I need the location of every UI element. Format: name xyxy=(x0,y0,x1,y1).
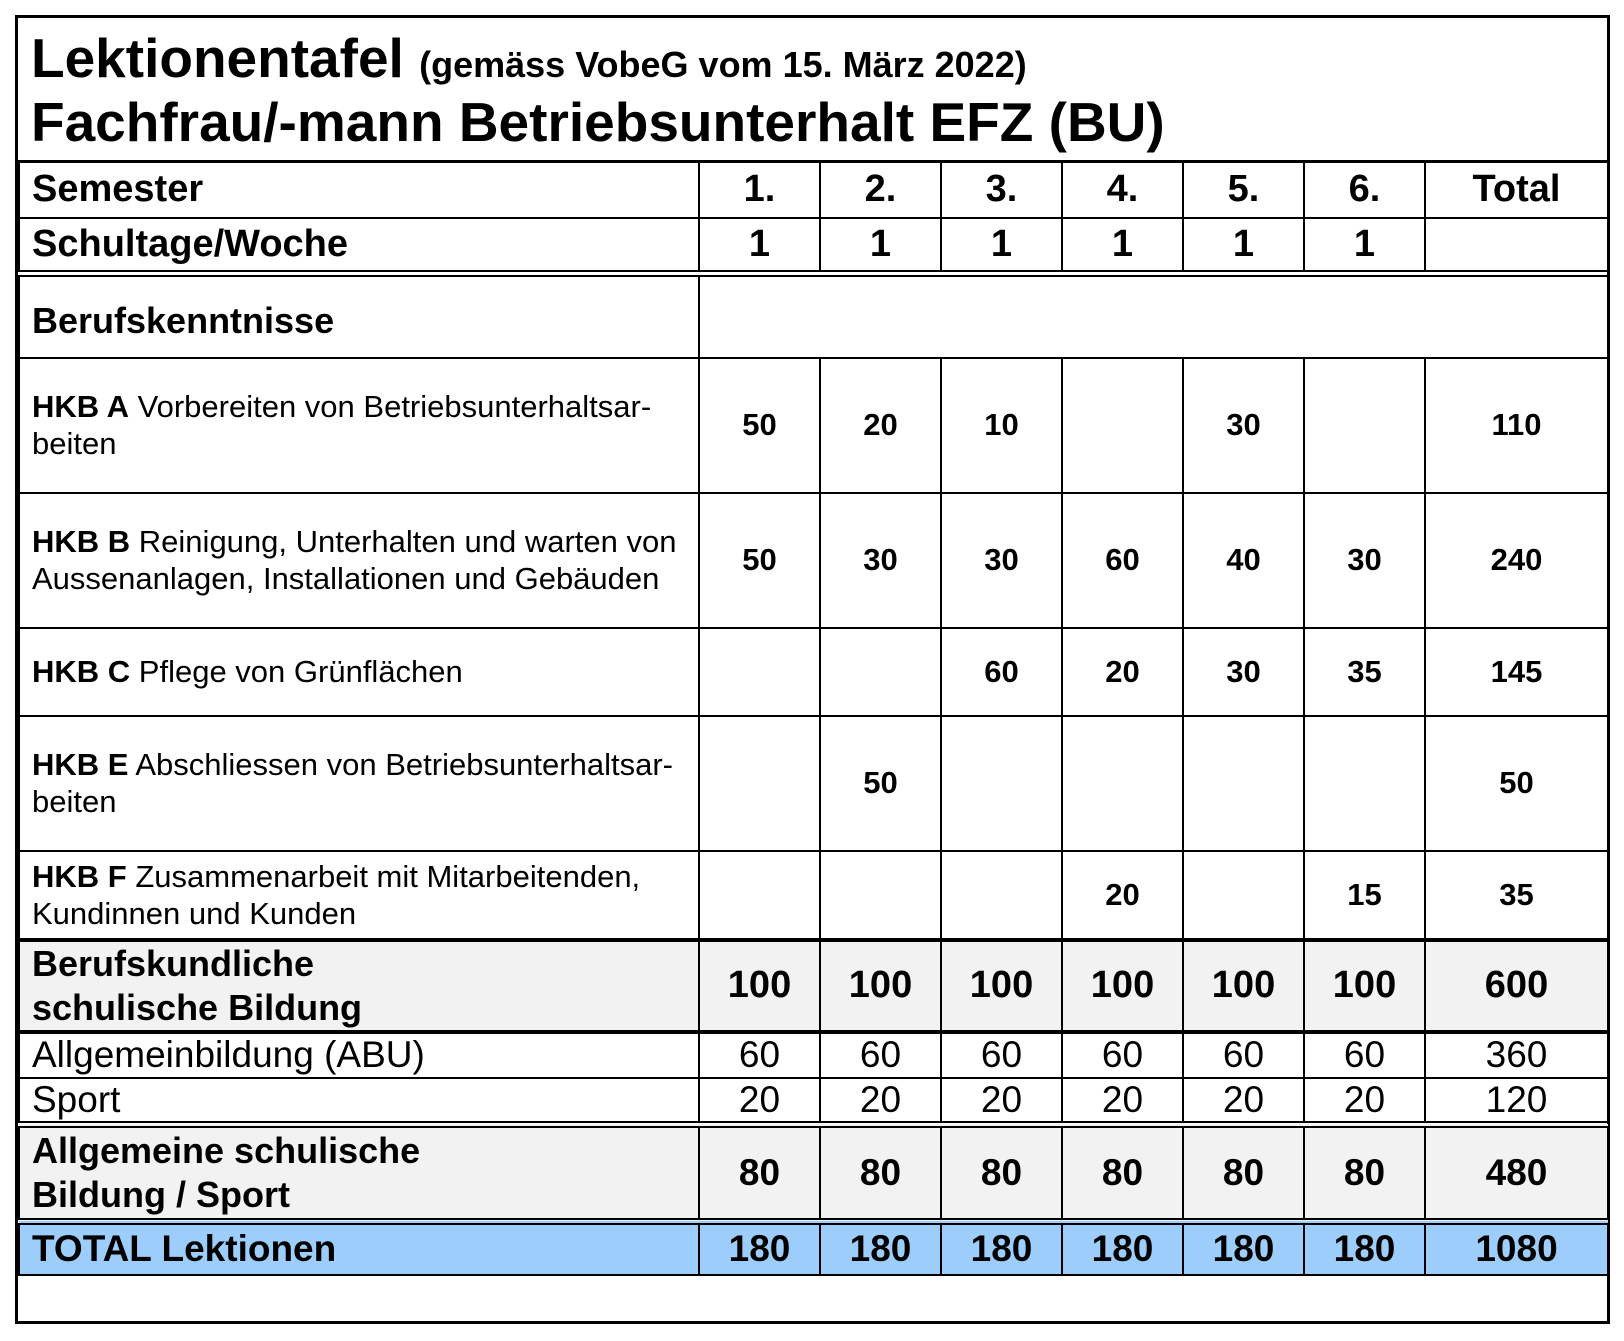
value-cell: 15 xyxy=(1304,851,1425,940)
schooldays-label: Schultage/Woche xyxy=(19,218,699,274)
title-note: (gemäss VobeG vom 15. März 2022) xyxy=(419,44,1027,85)
hkb-text: Vorbereiten von Betriebsunterhaltsar- xyxy=(137,389,652,424)
table-row xyxy=(19,716,1608,851)
section-empty xyxy=(699,274,1608,358)
value-cell: 20 xyxy=(941,1078,1062,1125)
semester-5: 5. xyxy=(1183,162,1304,218)
value-cell: 180 xyxy=(820,1221,941,1275)
hkb-code: HKB A xyxy=(32,389,130,424)
value-cell xyxy=(941,716,1062,851)
table-row xyxy=(19,628,1608,716)
value-cell: 180 xyxy=(1304,1221,1425,1275)
section-row xyxy=(19,274,1608,358)
value-cell: 10 xyxy=(941,358,1062,493)
schooldays-4: 1 xyxy=(1062,218,1183,274)
lesson-table xyxy=(18,160,1609,1276)
value-cell: 80 xyxy=(1183,1124,1304,1221)
value-cell: 50 xyxy=(820,716,941,851)
semester-3: 3. xyxy=(941,162,1062,218)
value-cell: 180 xyxy=(1183,1221,1304,1275)
hkb-text: Reinigung, Unterhalten und warten von xyxy=(138,524,677,559)
hkb-label xyxy=(19,358,699,493)
total-cell: 600 xyxy=(1425,940,1608,1032)
allgemeinbildung-row xyxy=(19,1032,1608,1078)
hkb-label xyxy=(19,493,699,628)
table-row xyxy=(19,851,1608,940)
value-cell: 100 xyxy=(941,940,1062,1032)
value-cell: 100 xyxy=(820,940,941,1032)
value-cell: 30 xyxy=(1183,628,1304,716)
value-cell: 100 xyxy=(1062,940,1183,1032)
value-cell: 30 xyxy=(820,493,941,628)
hkb-text: beiten xyxy=(32,426,117,461)
page-subtitle: Fachfrau/-mann Betriebsunterhalt EFZ (BU) xyxy=(31,91,1165,153)
hkb-text: Aussenanlagen, Installationen und Gebäuden xyxy=(32,561,660,596)
total-cell: 120 xyxy=(1425,1078,1608,1125)
value-cell: 100 xyxy=(699,940,820,1032)
schooldays-5: 1 xyxy=(1183,218,1304,274)
value-cell: 60 xyxy=(1304,1032,1425,1078)
value-cell: 30 xyxy=(941,493,1062,628)
semester-label: Semester xyxy=(19,162,699,218)
total-cell: 240 xyxy=(1425,493,1608,628)
total-cell: 35 xyxy=(1425,851,1608,940)
value-cell xyxy=(699,851,820,940)
value-cell: 80 xyxy=(1062,1124,1183,1221)
value-cell xyxy=(1183,716,1304,851)
lektionentafel-sheet xyxy=(15,15,1610,1324)
total-cell: 145 xyxy=(1425,628,1608,716)
schooldays-total xyxy=(1425,218,1608,274)
value-cell: 100 xyxy=(1304,940,1425,1032)
schooldays-6: 1 xyxy=(1304,218,1425,274)
value-cell: 20 xyxy=(1062,628,1183,716)
value-cell: 20 xyxy=(1062,851,1183,940)
value-cell: 20 xyxy=(1183,1078,1304,1125)
value-cell: 60 xyxy=(699,1032,820,1078)
value-cell: 180 xyxy=(1062,1221,1183,1275)
total-cell: 480 xyxy=(1425,1124,1608,1221)
table-row xyxy=(19,358,1608,493)
label-line: Allgemeine schulische xyxy=(32,1129,421,1171)
value-cell xyxy=(699,628,820,716)
total-cell: 110 xyxy=(1425,358,1608,493)
value-cell: 30 xyxy=(1304,493,1425,628)
value-cell: 60 xyxy=(941,1032,1062,1078)
hkb-text: Zusammenarbeit mit Mitarbeitenden, xyxy=(135,858,641,894)
schooldays-2: 1 xyxy=(820,218,941,274)
total-cell: 360 xyxy=(1425,1032,1608,1078)
value-cell xyxy=(1062,716,1183,851)
label-line: Berufskundliche xyxy=(32,942,315,984)
semester-2: 2. xyxy=(820,162,941,218)
value-cell: 60 xyxy=(1062,493,1183,628)
value-cell: 180 xyxy=(941,1221,1062,1275)
hkb-label xyxy=(19,716,699,851)
section-label: Berufskenntnisse xyxy=(19,274,699,358)
berufskundlich-label xyxy=(19,940,699,1032)
title-block xyxy=(18,18,1607,160)
allgemeinbildung-label: Allgemeinbildung (ABU) xyxy=(19,1032,699,1078)
semester-1: 1. xyxy=(699,162,820,218)
value-cell: 80 xyxy=(1304,1124,1425,1221)
value-cell xyxy=(1183,851,1304,940)
value-cell: 35 xyxy=(1304,628,1425,716)
allgemein-total-label xyxy=(19,1124,699,1221)
semester-4: 4. xyxy=(1062,162,1183,218)
value-cell: 20 xyxy=(699,1078,820,1125)
value-cell xyxy=(941,851,1062,940)
value-cell: 20 xyxy=(1304,1078,1425,1125)
allgemein-total-row xyxy=(19,1124,1608,1221)
total-label: TOTAL Lektionen xyxy=(19,1221,699,1275)
value-cell: 60 xyxy=(1062,1032,1183,1078)
label-line: schulische Bildung xyxy=(32,986,363,1028)
value-cell xyxy=(1304,716,1425,851)
value-cell: 100 xyxy=(1183,940,1304,1032)
value-cell: 80 xyxy=(699,1124,820,1221)
value-cell xyxy=(1304,358,1425,493)
value-cell: 60 xyxy=(941,628,1062,716)
hkb-code: HKB F xyxy=(32,858,127,894)
hkb-text: Pflege von Grünflächen xyxy=(138,654,463,689)
value-cell: 30 xyxy=(1183,358,1304,493)
page-title xyxy=(31,26,1027,90)
value-cell xyxy=(1062,358,1183,493)
value-cell xyxy=(699,716,820,851)
total-cell: 50 xyxy=(1425,716,1608,851)
title-main: Lektionentafel xyxy=(31,27,404,89)
total-row xyxy=(19,1221,1608,1275)
berufskundlich-row xyxy=(19,940,1608,1032)
hkb-code: HKB B xyxy=(32,524,131,559)
value-cell: 40 xyxy=(1183,493,1304,628)
value-cell: 60 xyxy=(1183,1032,1304,1078)
value-cell: 20 xyxy=(820,358,941,493)
hkb-text: Kundinnen und Kunden xyxy=(32,895,357,931)
schooldays-row xyxy=(19,218,1608,274)
value-cell: 80 xyxy=(820,1124,941,1221)
value-cell: 180 xyxy=(699,1221,820,1275)
value-cell: 20 xyxy=(820,1078,941,1125)
hkb-code: HKB C xyxy=(32,654,131,689)
semester-6: 6. xyxy=(1304,162,1425,218)
value-cell: 60 xyxy=(820,1032,941,1078)
hkb-text: Abschliessen von Betriebsunterhaltsar- xyxy=(135,747,673,782)
hkb-text: beiten xyxy=(32,784,117,819)
value-cell xyxy=(820,628,941,716)
table-row xyxy=(19,493,1608,628)
semester-row xyxy=(19,162,1608,218)
total-cell: 1080 xyxy=(1425,1221,1608,1275)
value-cell: 20 xyxy=(1062,1078,1183,1125)
schooldays-3: 1 xyxy=(941,218,1062,274)
value-cell: 50 xyxy=(699,358,820,493)
value-cell: 80 xyxy=(941,1124,1062,1221)
value-cell xyxy=(820,851,941,940)
semester-total: Total xyxy=(1425,162,1608,218)
label-line: Bildung / Sport xyxy=(32,1173,290,1215)
value-cell: 50 xyxy=(699,493,820,628)
schooldays-1: 1 xyxy=(699,218,820,274)
hkb-code: HKB E xyxy=(32,747,129,782)
hkb-label xyxy=(19,851,699,940)
sport-row xyxy=(19,1078,1608,1125)
sport-label: Sport xyxy=(19,1078,699,1125)
hkb-label xyxy=(19,628,699,716)
